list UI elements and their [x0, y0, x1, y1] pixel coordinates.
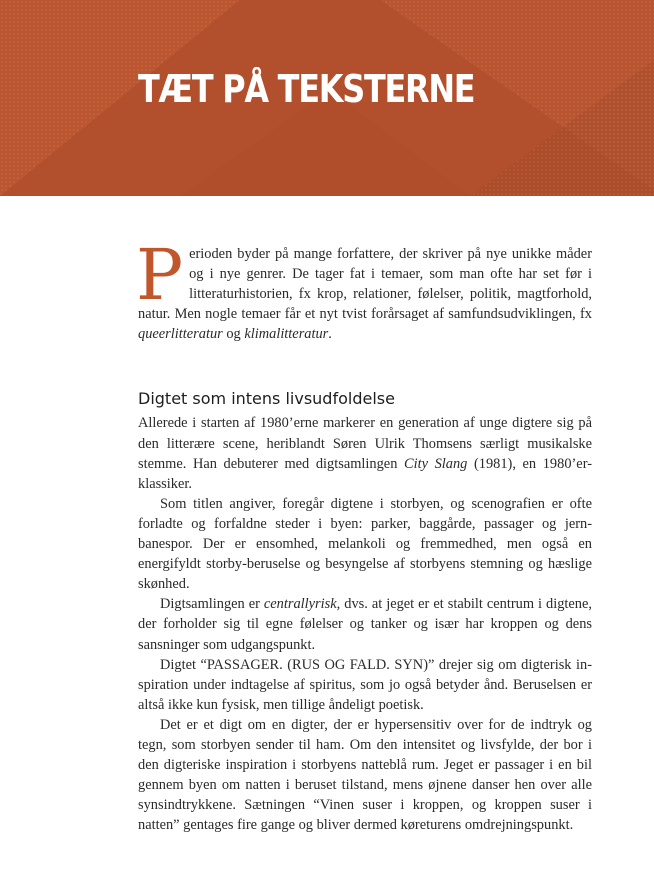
intro-text-part: erioden byder på mange forfattere, der skriver på nye unikke måder og i nye genrer. De tager fat i temaer, som man ofte har set før i litteraturhistorien, fx krop, relationer, følelser, politik, magtforhold, natur. Men nogle temaer får et nyt tvist forårsaget af samfundsudviklingen, fx — [138, 246, 592, 323]
intro-text-part: og — [222, 326, 245, 343]
intro-emphasis-term: klimalitteratur — [244, 326, 329, 343]
body-paragraph: Som titlen angiver, foregår digtene i storbyen, og scenografien er ofte forladte og forfaldne steder i byen: parker, baggårde, passager og jernbanespor. Der er ensomhed, melankoli og fremmedhed, men også en energifyldt storby-beruselse og besyngelse af storbyens stemning og hæslige skønhed. — [138, 495, 592, 593]
book-title-emphasis: City Slang — [404, 455, 468, 472]
intro-paragraph — [136, 234, 592, 344]
main-text-column — [136, 234, 592, 835]
intro-text-part: . — [328, 326, 332, 343]
body-paragraph: Digtet “PASSAGER. (RUS OG FALD. SYN)” drejer sig om digterisk inspiration under indtagelse af spiritus, som jo også betyder ånd. Beruselsen er altså ikke kun fysisk, men tillige åndeligt poetisk. — [138, 656, 592, 713]
intro-emphasis-term: queerlitteratur — [138, 326, 223, 343]
body-paragraph: Det er et digt om en digter, der er hypersensitiv over for de indtryk og tegn, som storbyen sender til ham. Om den intensitet og livsfylde, der bor i den digteriske inspiration i storbyens natteblå rum. Jeget er passager i en bil gennem byen om natten i beruset tilstand, mens øjnene danser hen over alle synsindtrykkene. Sætningen “Vinen suser i kroppen, og kroppen suser i natten” gentages fire gange og bliver dermed køreturens omdrejningspunkt. — [138, 716, 592, 834]
chapter-title: TÆT PÅ TEKSTERNE — [138, 67, 475, 111]
paragraph-text-part: Allerede i starten af 1980’erne markerer en generation af unge digtere sig på den litterære scene, heriblandt Søren Ulrik Thomsens særligt musikalske stemme. Han debuterer med digtsamlingen — [138, 415, 592, 472]
body-paragraph — [138, 594, 592, 654]
paragraph-text-part: (1981), en 1980’er-klassiker. — [138, 455, 592, 492]
paragraph-text-part: dvs. at jeget er et stabilt centrum i digtene, der forholder sig til egne følelser og tanker og især har kroppen og dens sansninger som udgangspunkt. — [138, 596, 592, 653]
chapter-header-banner — [0, 0, 654, 196]
body-paragraph — [138, 413, 592, 493]
paragraph-text-part: Digtsamlingen er — [160, 596, 264, 613]
term-emphasis: centrallyrisk, — [263, 596, 341, 613]
section-heading: Digtet som intens livsudfoldelse — [138, 389, 395, 409]
drop-cap-letter: P — [136, 234, 184, 316]
